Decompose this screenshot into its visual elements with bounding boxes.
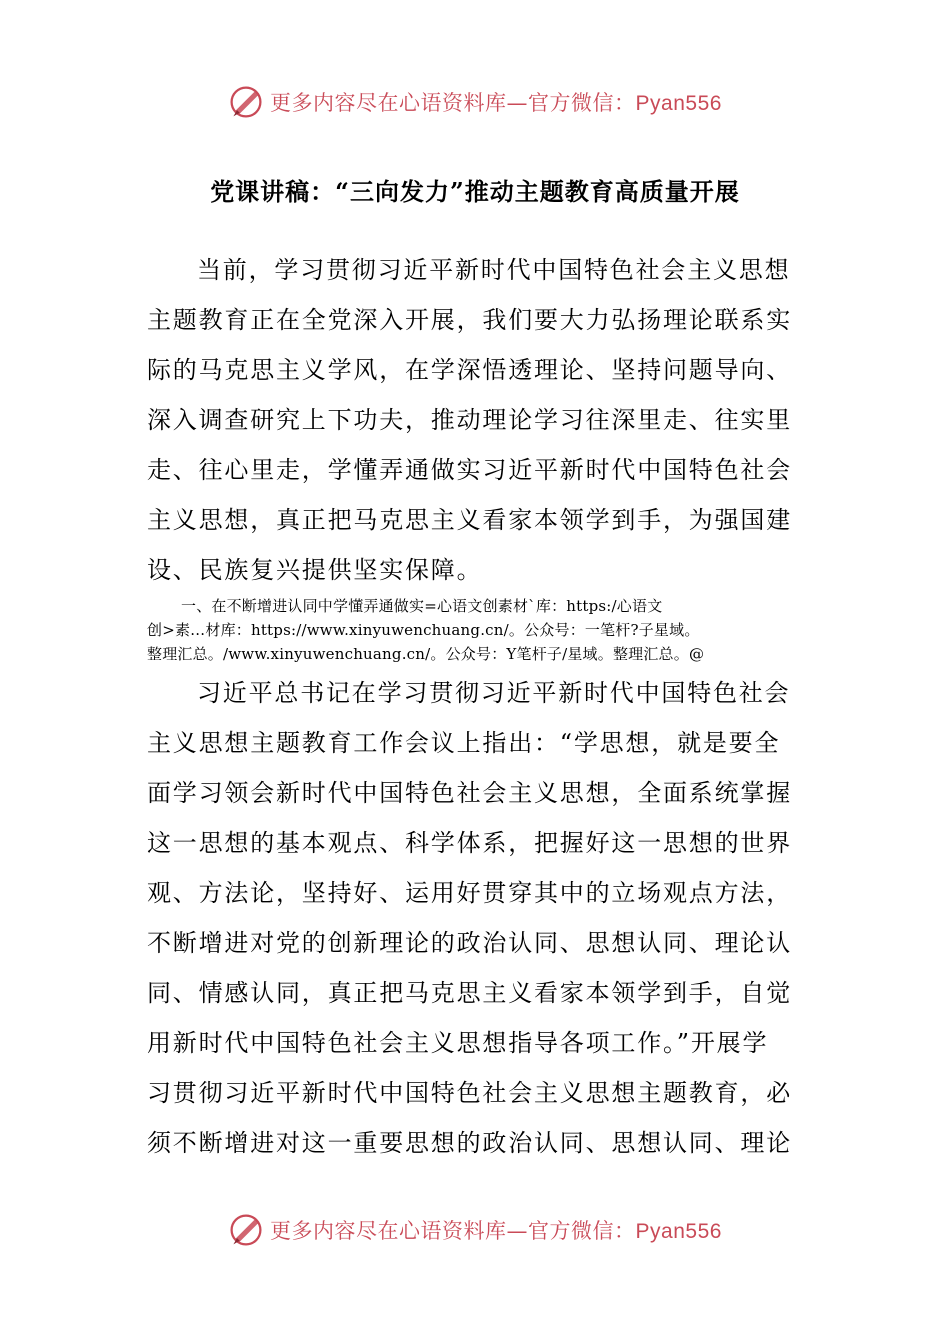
text-line: 观、方法论，坚持好、运用好贯穿其中的立场观点方法， [147,879,792,907]
text-line: 习贯彻习近平新时代中国特色社会主义思想主题教育，必 [147,1079,792,1107]
footer-banner-text: 更多内容尽在心语资料库—官方微信：Pyan556 [270,1219,722,1243]
text-line: 这一思想的基本观点、科学体系，把握好这一思想的世界 [147,829,792,857]
text-line: 走、往心里走，学懂弄通做实习近平新时代中国特色社会 [147,456,792,484]
text-line: 不断增进对党的创新理论的政治认同、思想认同、理论认 [147,929,792,957]
note-line: 一、在不断增进认同中学懂弄通做实=心语文创素材`库：https:/心语文 [181,597,663,615]
text-line: 际的马克思主义学风，在学深悟透理论、坚持问题导向、 [147,356,792,384]
pen-logo-icon [228,84,264,120]
text-line: 须不断增进对这一重要思想的政治认同、思想认同、理论 [147,1129,792,1157]
text-line: 用新时代中国特色社会主义思想指导各项工作。”开展学 [147,1029,769,1057]
pen-logo-icon [228,1212,264,1248]
text-line: 习近平总书记在学习贯彻习近平新时代中国特色社会 [197,679,791,707]
text-line: 设、民族复兴提供坚实保障。 [147,556,483,584]
text-line: 主义思想主题教育工作会议上指出：“学思想，就是要全 [147,729,781,757]
wechat-id: Pyan556 [635,92,722,115]
note-line: 创>素…材库：https://www.xinyuwenchuang.cn/。公众号：一笔杆?子星域。 [147,621,700,639]
text-line: 主题教育正在全党深入开展，我们要大力弘扬理论联系实 [147,306,792,334]
text-line: 深入调查研究上下功夫，推动理论学习往深里走、往实里 [147,406,792,434]
document-title: 党课讲稿：“三向发力”推动主题教育高质量开展 [210,177,740,206]
paragraph-quote [147,668,792,1168]
footer-banner [0,1210,950,1250]
note-line: 整理汇总。/www.xinyuwenchuang.cn/。公众号：Y笔杆子/星域。整理汇总。@ [147,645,705,663]
text-line: 面学习领会新时代中国特色社会主义思想，全面系统掌握 [147,779,792,807]
wechat-id: Pyan556 [635,1220,722,1243]
paragraph-intro [147,245,792,595]
header-banner-text: 更多内容尽在心语资料库—官方微信：Pyan556 [270,91,722,115]
header-banner [0,82,950,122]
section-heading-note [147,594,807,666]
text-line: 主义思想，真正把马克思主义看家本领学到手，为强国建 [147,506,792,534]
text-line: 当前，学习贯彻习近平新时代中国特色社会主义思想 [197,256,791,284]
text-line: 同、情感认同，真正把马克思主义看家本领学到手，自觉 [147,979,792,1007]
